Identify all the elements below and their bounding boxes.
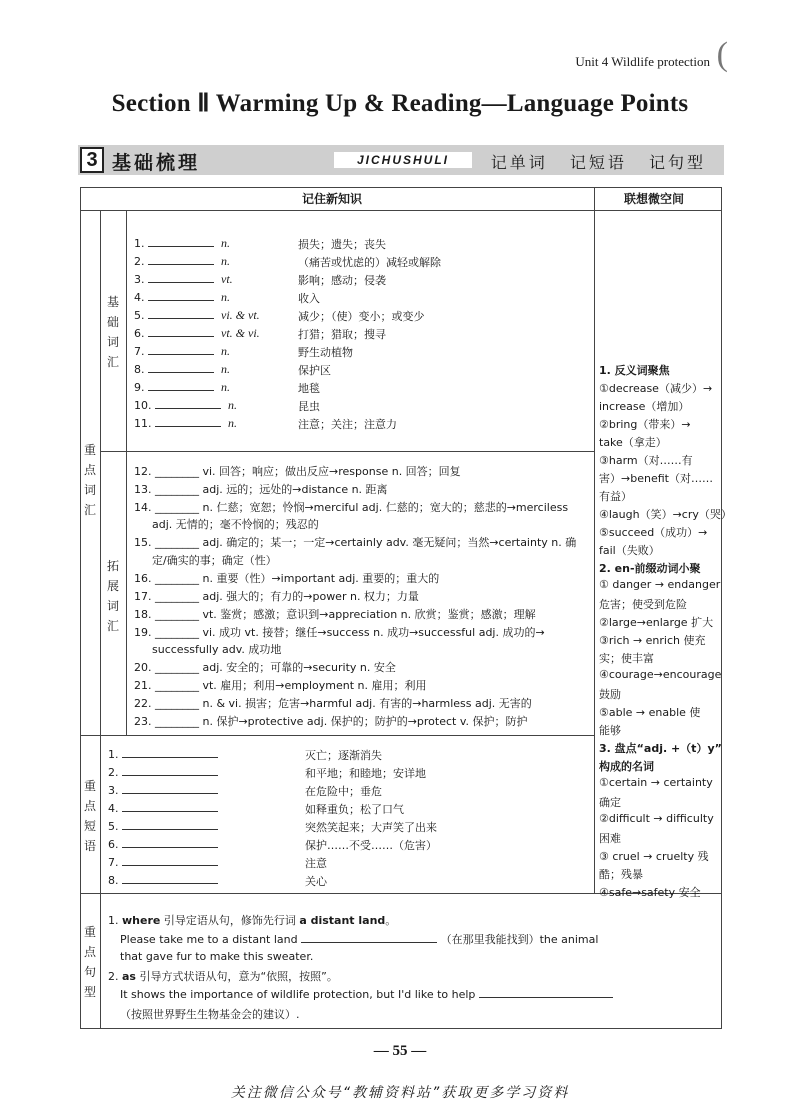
phrase-meaning: 突然笑起来；大声笑了出来 (305, 821, 437, 834)
banner-right-items (477, 150, 706, 173)
side-line: ②difficult → difficulty (599, 812, 714, 825)
sentence-2-heading: 2. as 引导方式状语从句，意为“依照，按照”。 (108, 970, 338, 983)
side-line: ⑤succeed（成功）→ (599, 526, 708, 539)
page-title: Section Ⅱ Warming Up & Reading—Language Points (111, 90, 689, 117)
divider (594, 187, 595, 893)
word-meaning: 影响；感动；侵袭 (298, 274, 386, 287)
side-heading: 1. 反义词聚焦 (599, 364, 670, 377)
word-meaning: 减少；（使）变小；或变少 (298, 310, 425, 323)
col-side-header: 联想微空间 (624, 192, 685, 206)
list-item: 1. n. (134, 236, 230, 250)
phrase-meaning: 灭亡；逐渐消失 (305, 749, 382, 762)
divider (100, 210, 101, 1028)
list-item: 4. n. (134, 290, 230, 304)
list-item: 17. ________ adj. 强大的；有力的→power n. 权力；力量 (134, 590, 419, 603)
list-item: 18. ________ vt. 鉴赏；感激；意识到→appreciation n. 欣赏；鉴赏；感激；理解 (134, 608, 536, 621)
side-line: 危害；使受到危险 (599, 598, 687, 611)
list-item: 3. (108, 783, 218, 797)
section-sentence-label: 重点句型 (83, 925, 96, 999)
footer-note: 关注微信公众号“教辅资料站”获取更多学习资料 (230, 1085, 570, 1101)
side-line: take（拿走） (599, 436, 667, 449)
word-meaning: 注意；关注；注意力 (298, 418, 397, 431)
phrase-meaning: 注意 (305, 857, 327, 870)
banner-number: 3 (80, 147, 104, 173)
side-line: 害）→benefit（对…… (599, 472, 713, 485)
word-meaning: 收入 (298, 292, 320, 305)
word-meaning: 昆虫 (298, 400, 320, 413)
banner-cn-title: 基础梳理 (112, 152, 201, 174)
side-line: increase（增加） (599, 400, 690, 413)
side-heading: 2. en-前缀动词小聚 (599, 562, 701, 575)
word-meaning: 野生动植物 (298, 346, 353, 359)
list-item: 11. n. (134, 416, 237, 430)
list-item: 3. vt. (134, 272, 233, 286)
list-item: 2. (108, 765, 218, 779)
side-heading: 构成的名词 (599, 760, 654, 773)
list-item: 19. ________ vi. 成功 vt. 接替；继任→success n. 成功→successful adj. 成功的→ (134, 626, 545, 639)
side-line: ④laugh（笑）→cry（哭） (599, 508, 732, 521)
list-item: 10. n. (134, 398, 237, 412)
list-item: 16. ________ n. 重要（性）→important adj. 重要的；重大的 (134, 572, 440, 585)
word-meaning: 打猎；猎取；搜寻 (298, 328, 386, 341)
subsection-ext-label: 拓展词汇 (106, 559, 119, 633)
list-item: 8. n. (134, 362, 230, 376)
col-main-header: 记住新知识 (302, 192, 363, 206)
list-item: 14. ________ n. 仁慈；宽恕；怜悯→merciful adj. 仁慈的；宽大的；慈悲的→merciless (134, 501, 569, 514)
list-item: 5. (108, 819, 218, 833)
list-item: 9. n. (134, 380, 230, 394)
banner-item-words: 记单词 (490, 153, 548, 172)
phrase-meaning: 在危险中；垂危 (305, 785, 382, 798)
side-line: ④courage→encourage (599, 668, 722, 681)
list-item: 21. ________ vt. 雇用；利用→employment n. 雇用；利用 (134, 679, 427, 692)
banner-item-sentences: 记句型 (648, 153, 706, 172)
word-meaning: 地毯 (298, 382, 320, 395)
word-meaning: 保护区 (298, 364, 331, 377)
side-line: ③ cruel → cruelty 残 (599, 850, 709, 863)
phrase-meaning: 如释重负；松了口气 (305, 803, 404, 816)
side-line: 酷；残暴 (599, 868, 643, 881)
word-meaning: 损失；遗失；丧失 (298, 238, 386, 251)
sentence-1-line-2: that gave fur to make this sweater. (120, 950, 314, 963)
banner-item-phrases: 记短语 (569, 153, 627, 172)
list-item: 7. n. (134, 344, 230, 358)
sentence-1-line-1: Please take me to a distant land （在那里我能找到）the animal (120, 933, 599, 946)
banner-en-title: JICHUSHULI (334, 152, 472, 168)
phrase-meaning: 保护……不受……（危害） (305, 839, 437, 852)
side-line: ① danger → endanger (599, 578, 721, 591)
phrase-meaning: 关心 (305, 875, 327, 888)
list-item: 12. ________ vi. 回答；响应；做出反应→response n. 回答；回复 (134, 465, 461, 478)
side-line: 有益） (599, 490, 632, 503)
side-line: fail（失败） (599, 544, 660, 557)
list-item: 定/确实的事；确定（性） (152, 554, 277, 567)
sentence-2-line-1: It shows the importance of wildlife protection, but I'd like to help (120, 987, 613, 1001)
divider (100, 451, 594, 452)
side-line: ①certain → certainty (599, 776, 713, 789)
side-line: ④safe→safety 安全 (599, 886, 701, 899)
list-item: 20. ________ adj. 安全的；可靠的→security n. 安全 (134, 661, 396, 674)
page-number: — 55 — (373, 1043, 427, 1059)
list-item: 23. ________ n. 保护→protective adj. 保护的；防护的→protect v. 保护；防护 (134, 715, 528, 728)
word-meaning: （痛苦或忧虑的）减轻或解除 (298, 256, 441, 269)
section-banner (78, 145, 724, 175)
list-item: 8. (108, 873, 218, 887)
list-item: 13. ________ adj. 远的；远处的→distance n. 距离 (134, 483, 388, 496)
list-item: 6. vt. & vi. (134, 326, 260, 340)
subsection-basic-label: 基础词汇 (106, 295, 119, 369)
side-line: ③rich → enrich 使充 (599, 634, 706, 647)
side-line: 鼓励 (599, 688, 621, 701)
section-phrase-label: 重点短语 (83, 779, 96, 853)
sentence-2-line-2: （按照世界野生生物基金会的建议）. (120, 1008, 300, 1021)
corner-decoration-icon: ( (716, 36, 728, 73)
list-item: 5. vi. & vt. (134, 308, 260, 322)
side-line: ②large→enlarge 扩大 (599, 616, 714, 629)
list-item: 2. n. (134, 254, 230, 268)
side-line: ⑤able → enable 使 (599, 706, 701, 719)
unit-label: Unit 4 Wildlife protection (575, 54, 710, 69)
side-heading: 3. 盘点“adj. +（t）y” (599, 742, 722, 755)
list-item: successfully adv. 成功地 (152, 643, 282, 656)
list-item: 1. (108, 747, 218, 761)
phrase-meaning: 和平地；和睦地；安详地 (305, 767, 426, 780)
list-item: 4. (108, 801, 218, 815)
list-item: 7. (108, 855, 218, 869)
divider (80, 210, 722, 211)
side-line: ①decrease（减少）→ (599, 382, 713, 395)
side-line: 实；使丰富 (599, 652, 654, 665)
list-item: 6. (108, 837, 218, 851)
side-line: 能够 (599, 724, 621, 737)
side-line: 困难 (599, 832, 621, 845)
list-item: 22. ________ n. & vi. 损害；危害→harmful adj. 有害的→harmless adj. 无害的 (134, 697, 532, 710)
sentence-1-heading: 1. where 引导定语从句，修饰先行词 a distant land。 (108, 914, 397, 927)
section-vocab-label: 重点词汇 (83, 443, 96, 517)
side-line: ②bring（带来）→ (599, 418, 691, 431)
divider (126, 210, 127, 735)
side-line: ③harm（对……有 (599, 454, 693, 467)
list-item: 15. ________ adj. 确定的；某一；一定→certainly adv. 毫无疑问；当然→certainty n. 确 (134, 536, 577, 549)
list-item: adj. 无情的；毫不怜悯的；残忍的 (152, 518, 319, 531)
divider (80, 735, 594, 736)
side-line: 确定 (599, 796, 621, 809)
